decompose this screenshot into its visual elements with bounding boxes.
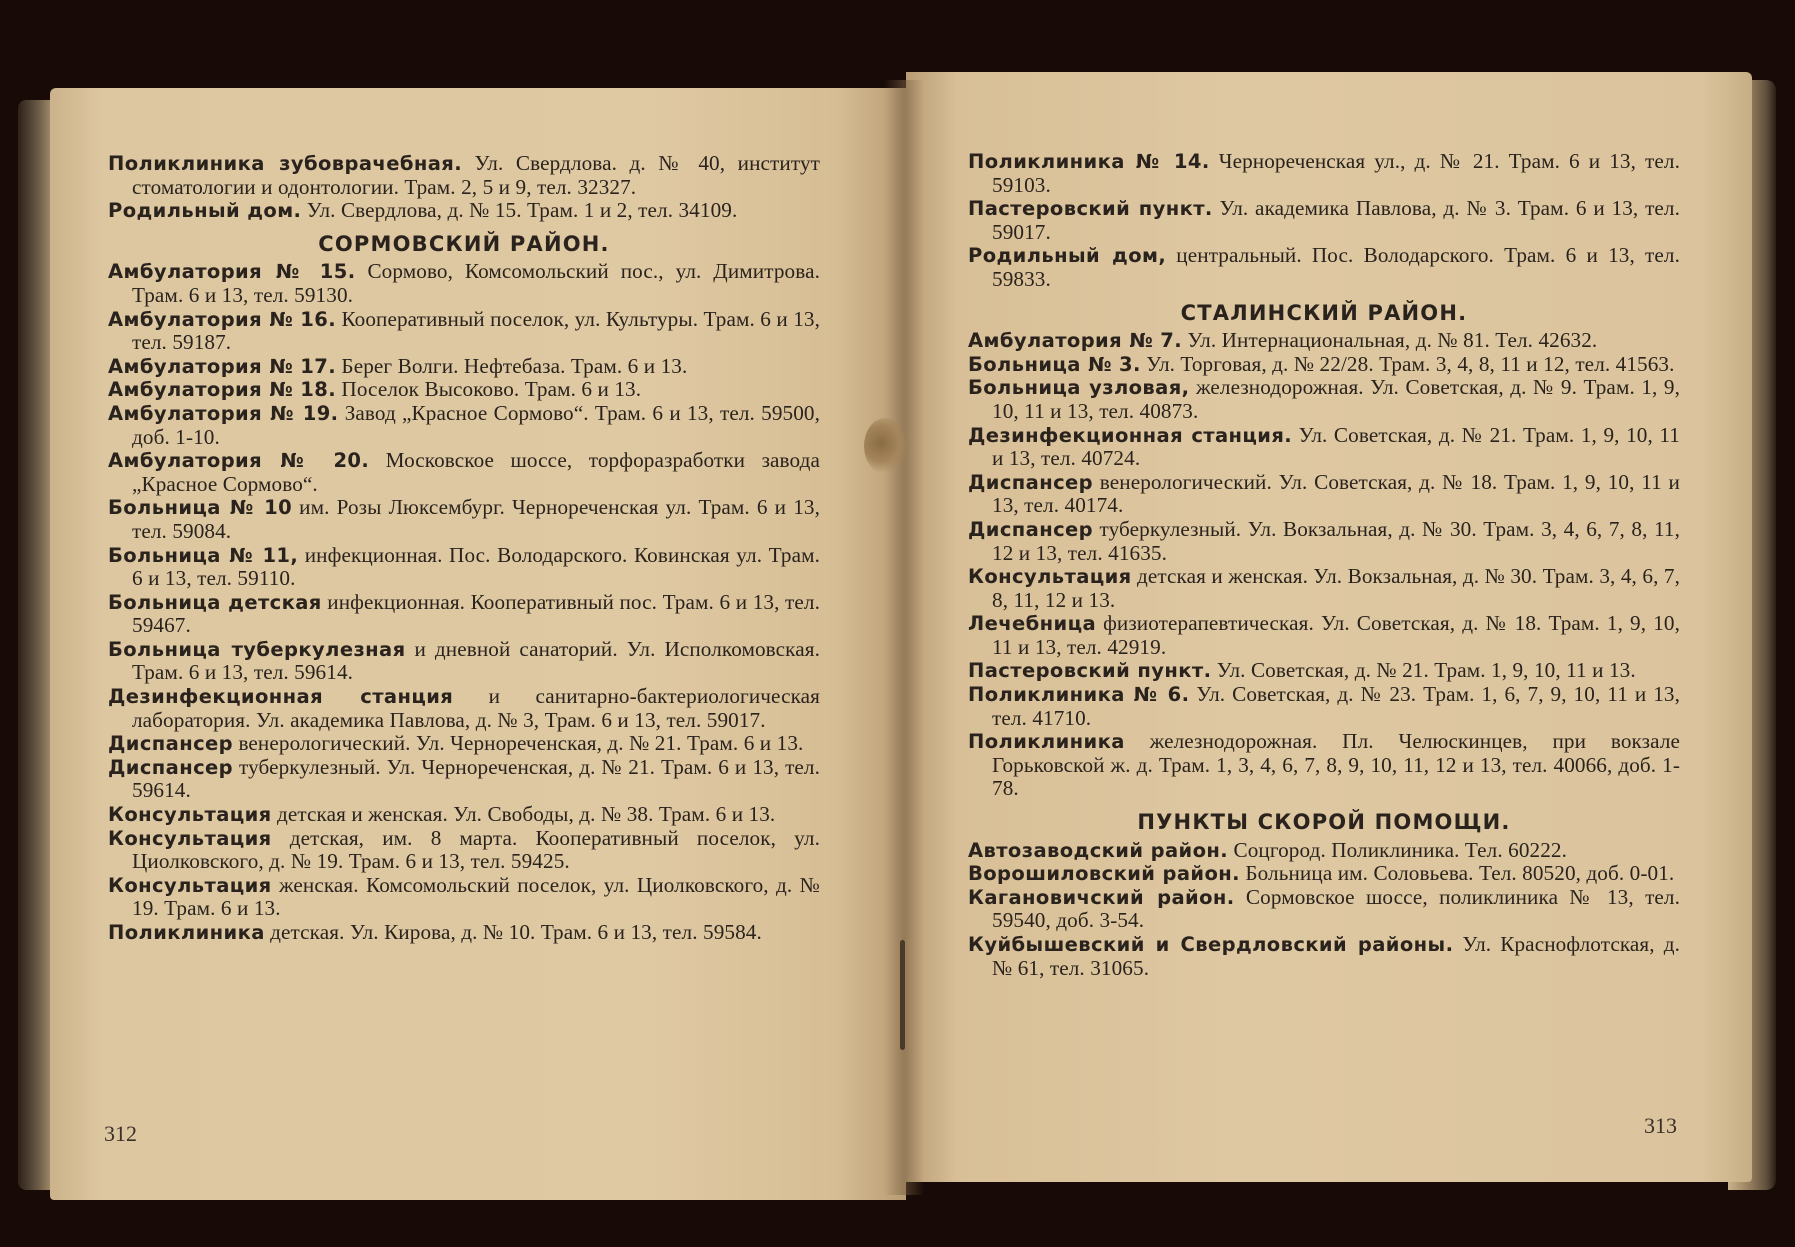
entry-name: Больница № 3. <box>968 352 1141 376</box>
directory-entry <box>108 756 820 803</box>
entry-details: туберкулезный. Ул. Вокзальная, д. № 30. Трам. 3, 4, 6, 7, 8, 11, 12 и 13, тел. 41635. <box>992 516 1680 565</box>
entry-details: инфекционная. Пос. Володарского. Ковинская ул. Трам. 6 и 13, тел. 59110. <box>132 542 820 591</box>
entry-name: Поликлиника зубоврачебная. <box>108 152 463 175</box>
directory-entry <box>108 591 820 638</box>
directory-entry <box>968 659 1680 683</box>
entry-details: Черноречeнская ул., д. № 21. Трам. 6 и 13, тел. 59103. <box>992 149 1680 197</box>
directory-entry <box>108 496 820 543</box>
entry-name: Больница детская <box>108 590 322 614</box>
directory-entry <box>108 874 820 921</box>
directory-entry <box>968 376 1680 423</box>
entry-name: Консультация <box>108 873 272 897</box>
directory-entry <box>968 353 1680 377</box>
entry-name: Пастеровский пункт. <box>968 659 1212 683</box>
entry-details: физиотерапевтическая. Ул. Советская, д. № 18. Трам. 1, 9, 10, 11 и 13, тел. 42919. <box>992 611 1680 659</box>
entry-details: Ул. Торговая, д. № 22/28. Трам. 3, 4, 8, 11 и 12, тел. 41563. <box>1140 351 1675 376</box>
directory-entry <box>108 544 820 591</box>
directory-entry <box>108 638 820 685</box>
directory-entry <box>968 886 1680 933</box>
entry-details: Ул. Советская, д. № 21. Трам. 1, 9, 10, 11 и 13, тел. 40724. <box>992 422 1680 471</box>
entry-details: Сормовское шоссе, поликлиника № 13, тел. 59540, доб. 3-54. <box>992 884 1681 933</box>
entry-name: Больница туберкулезная <box>108 637 406 661</box>
entry-details: Завод „Красное Сормово“. Трам. 6 и 13, тел. 59500, доб. 1-10. <box>132 400 820 449</box>
entry-details: Ул. Свердлова. д. № 40, институт стоматологии и одонтологии. Трам. 2, 5 и 9, тел. 32327. <box>132 151 820 199</box>
section-heading: СТАЛИНСКИЙ РАЙОН. <box>1180 300 1468 325</box>
directory-entry <box>968 244 1680 291</box>
directory-entry <box>968 424 1680 471</box>
directory-entry <box>108 152 820 199</box>
entry-details: детская и женская. Ул. Свободы, д. № 38. Трам. 6 и 13. <box>271 802 776 827</box>
directory-entry <box>968 730 1680 801</box>
directory-entry <box>968 518 1680 565</box>
directory-entry <box>968 565 1680 612</box>
page-number-left: 312 <box>104 1121 137 1146</box>
entry-name: Поликлиника № 6. <box>968 683 1190 707</box>
entry-name: Диспансер <box>968 517 1094 541</box>
entry-name: Кагановичский район. <box>968 885 1235 909</box>
directory-entry <box>108 402 820 449</box>
entry-details: и дневной санаторий. Ул. Исполкомовская. Трам. 6 и 13, тел. 59614. <box>132 636 820 685</box>
entry-name: Амбулатория № 17. <box>108 354 337 378</box>
entry-name: Диспансер <box>968 470 1094 494</box>
entry-name: Амбулатория № 7. <box>968 329 1183 353</box>
directory-entry <box>108 378 820 402</box>
entry-name: Амбулатория № 20. <box>108 449 370 473</box>
entry-details: и санитарно-бактериологическая лаборатория. Ул. академика Павлова, д. № 3, Трам. 6 и 13, тел. 59017. <box>132 684 820 732</box>
directory-entry <box>968 683 1680 730</box>
entry-name: Автозаводский район. <box>968 838 1229 862</box>
entry-details: Поселок Высоково. Трам. 6 и 13. <box>336 377 642 402</box>
entry-name: Консультация <box>108 826 272 850</box>
entry-name: Родильный дом. <box>108 199 302 223</box>
entry-details: железнодорожная. Ул. Советская, д. № 9. Трам. 1, 9, 10, 11 и 13, тел. 40873. <box>992 375 1680 423</box>
directory-entry <box>108 199 820 223</box>
entry-details: туберкулезный. Ул. Черноречeнская, д. № 21. Трам. 6 и 13, тел. 59614. <box>132 754 820 803</box>
entry-name: Амбулатория № 15. <box>108 260 356 284</box>
entry-name: Больница № 10 <box>108 496 293 520</box>
entry-name: Консультация <box>108 803 272 827</box>
entry-name: Диспансер <box>108 755 234 779</box>
directory-entry <box>968 471 1680 518</box>
entry-details: Ул. Интернациональная, д. № 81. Тел. 42632. <box>1182 328 1598 353</box>
entry-details: венерологический. Ул. Черноречeнская, д. № 21. Трам. 6 и 13. <box>233 731 804 756</box>
section-heading: ПУНКТЫ СКОРОЙ ПОМОЩИ. <box>1137 810 1511 835</box>
page-number-right: 313 <box>1644 1113 1677 1138</box>
left-page-text <box>108 152 820 945</box>
directory-entry <box>968 197 1680 244</box>
entry-details: Ул. Свердлова, д. № 15. Трам. 1 и 2, тел. 34109. <box>301 198 738 223</box>
entry-name: Куйбышевский и Свердловский районы. <box>968 933 1454 956</box>
entry-name: Диспансер <box>108 732 234 756</box>
entry-name: Лечебница <box>968 612 1096 636</box>
section-heading: СОРМОВСКИЙ РАЙОН. <box>318 231 610 256</box>
entry-details: Сормово, Комсомольский пос., ул. Димитрова. Трам. 6 и 13, тел. 59130. <box>132 259 820 307</box>
entry-name: Дезинфекционная станция. <box>968 423 1293 447</box>
entry-details: инфекционная. Кооперативный пос. Трам. 6 и 13, тел. 59467. <box>132 589 820 638</box>
entry-details: Ул. Советская, д. № 21. Трам. 1, 9, 10, 11 и 13. <box>1211 658 1636 683</box>
entry-details: Ул. Советская, д. № 23. Трам. 1, 6, 7, 9, 10, 11 и 13, тел. 41710. <box>992 682 1680 730</box>
directory-entry <box>108 685 820 732</box>
entry-name: Амбулатория № 16. <box>108 307 337 331</box>
directory-entry <box>108 260 820 307</box>
entry-name: Амбулатория № 19. <box>108 401 339 425</box>
entry-name: Ворошиловский район. <box>968 862 1240 886</box>
directory-entry <box>968 612 1680 659</box>
entry-details: Московское шоссе, торфоразработки завода „Красное Сормово“. <box>132 448 820 496</box>
entry-name: Пастеровский пункт. <box>968 197 1213 221</box>
directory-entry <box>968 150 1680 197</box>
entry-name: Дезинфекционная станция <box>108 685 454 709</box>
directory-entry <box>108 803 820 827</box>
entry-details: им. Розы Люксембург. Черноречeнская ул. Трам. 6 и 13, тел. 59084. <box>132 495 820 543</box>
directory-entry <box>108 921 820 945</box>
directory-entry <box>108 449 820 496</box>
entry-details: железнодорожная. Пл. Челюскинцев, при вокзале Горьковской ж. д. Трам. 1, 3, 4, 6, 7, 8, 9, 10, 11, 12 и 13, тел. 40066, доб. 1-78. <box>992 729 1680 801</box>
entry-name: Родильный дом, <box>968 244 1167 268</box>
entry-details: Кооперативный поселок, ул. Культуры. Трам. 6 и 13, тел. 59187. <box>132 306 820 355</box>
directory-entry <box>968 862 1680 886</box>
entry-name: Больница узловая, <box>968 376 1190 400</box>
binding-thread <box>900 940 905 1050</box>
directory-entry <box>108 827 820 874</box>
directory-entry <box>968 933 1680 980</box>
entry-details: детская и женская. Ул. Вокзальная, д. № 30. Трам. 3, 4, 6, 7, 8, 11, 12 и 13. <box>992 564 1680 612</box>
binding-staple <box>864 418 906 474</box>
entry-name: Поликлиника <box>108 921 265 944</box>
entry-details: Берег Волги. Нефтебаза. Трам. 6 и 13. <box>336 353 688 378</box>
directory-entry <box>108 308 820 355</box>
entry-name: Больница № 11, <box>108 543 299 567</box>
entry-name: Поликлиника № 14. <box>968 150 1210 173</box>
entry-details: Соцгород. Поликлиника. Тел. 60222. <box>1228 837 1567 862</box>
entry-details: детская, им. 8 марта. Кооперативный поселок, ул. Циолковского, д. № 19. Трам. 6 и 13, тел. 59425. <box>132 825 820 874</box>
entry-details: женская. Комсомольский поселок, ул. Циолковского, д. № 19. Трам. 6 и 13. <box>132 872 820 921</box>
entry-details: центральный. Пос. Володарского. Трам. 6 и 13, тел. 59833. <box>992 243 1680 291</box>
directory-entry <box>108 355 820 379</box>
directory-entry <box>968 839 1680 863</box>
entry-details: Ул. академика Павлова, д. № 3. Трам. 6 и 13, тел. 59017. <box>992 196 1681 244</box>
entry-details: детская. Ул. Кирова, д. № 10. Трам. 6 и 13, тел. 59584. <box>264 920 762 944</box>
directory-entry <box>968 329 1680 353</box>
directory-entry <box>108 732 820 756</box>
entry-details: венерологический. Ул. Советская, д. № 18. Трам. 1, 9, 10, 11 и 13, тел. 40174. <box>992 469 1680 518</box>
entry-name: Амбулатория № 18. <box>108 378 337 402</box>
right-page-text <box>968 150 1680 980</box>
entry-name: Поликлиника <box>968 730 1125 754</box>
entry-name: Консультация <box>968 565 1132 589</box>
entry-details: Ул. Краснофлотская, д. № 61, тел. 31065. <box>992 932 1680 980</box>
entry-details: Больница им. Соловьева. Тел. 80520, доб. 0-01. <box>1239 861 1675 886</box>
